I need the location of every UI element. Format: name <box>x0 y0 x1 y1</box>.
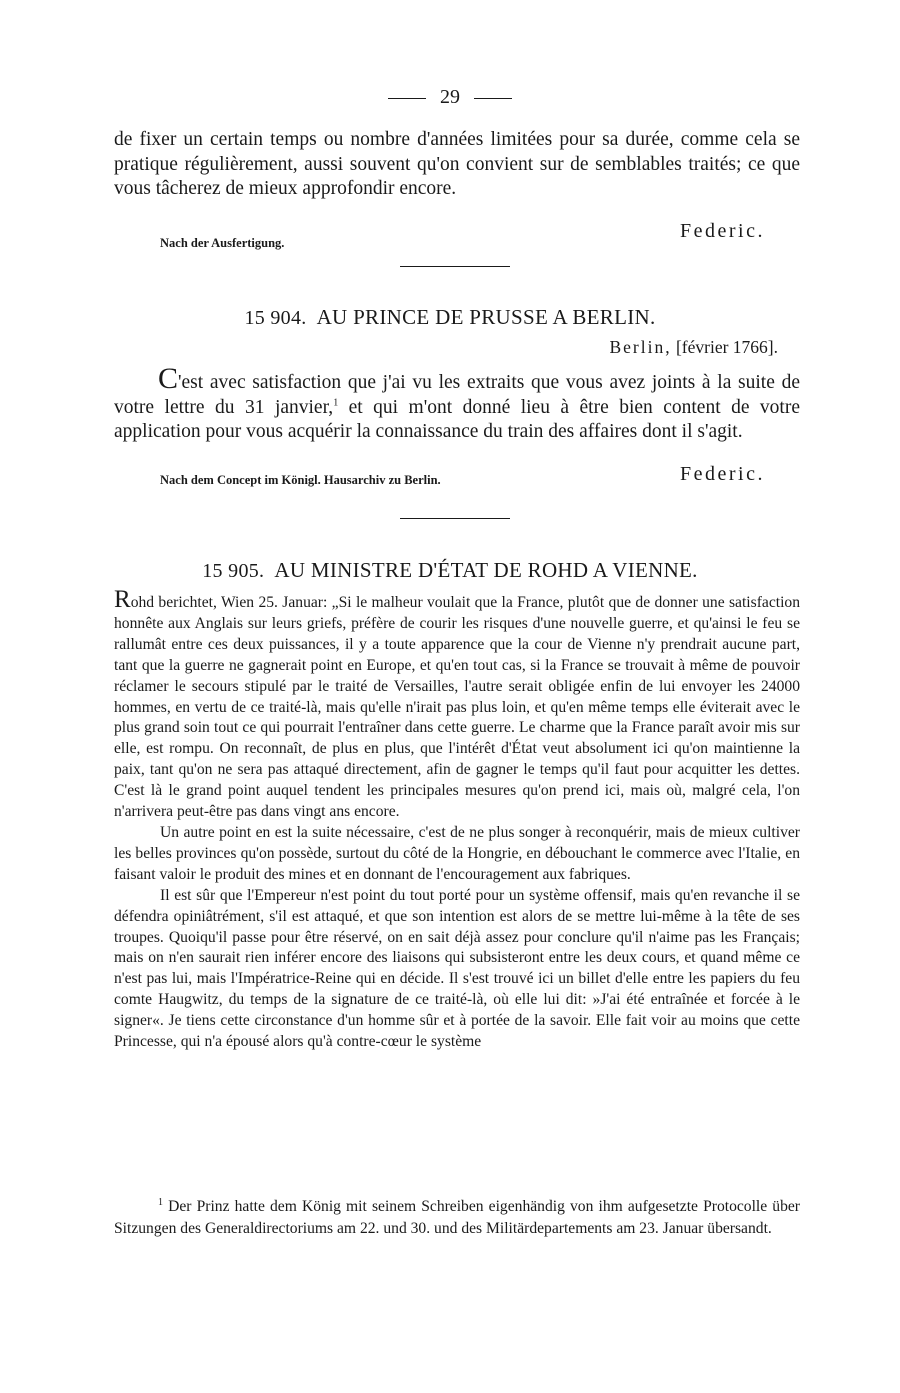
letter-15904-text <box>114 364 800 445</box>
letter-15904-dropcap: C <box>158 362 179 395</box>
continuation-signature: Federic. <box>680 220 765 242</box>
letter-15905-heading <box>0 558 900 583</box>
letter-15905-body <box>114 587 800 1053</box>
letter-15904-title: AU PRINCE DE PRUSSE A BERLIN. <box>316 305 656 329</box>
footnote-text <box>114 1196 800 1240</box>
letter-15904-number: 15 904. <box>244 307 307 329</box>
section-divider <box>400 518 510 519</box>
letter-15905-number: 15 905. <box>202 560 265 582</box>
section-divider <box>400 266 510 267</box>
letter-15904-date: [février 1766]. <box>675 337 778 357</box>
letter-15904-body <box>114 364 800 445</box>
letter-15905-paragraph-1 <box>114 587 800 823</box>
footnote-marker: 1 <box>158 1196 163 1208</box>
continuation-text: de fixer un certain temps ou nombre d'années limitées pour sa durée, comme cela se pratique régulièrement, aussi souvent qu'on convient sur de semblables traités; ce que vous tâcherez de mieux approfondir encore. <box>114 129 800 200</box>
footnote <box>114 1196 800 1240</box>
letter-15905-dropcap: R <box>114 586 131 613</box>
footnote-body: Der Prinz hatte dem König mit seinem Schreiben eigenhändig von ihm aufgesetzte Protocolle über Sitzungen des Generaldirectoriums am 22. und 30. und des Militärdepartements am 23. Januar übersandt. <box>114 1198 800 1237</box>
letter-15904-heading <box>0 305 900 330</box>
letter-15905-title: AU MINISTRE D'ÉTAT DE ROHD A VIENNE. <box>274 558 698 582</box>
letter-15905-paragraph-2: Un autre point en est la suite nécessaire, c'est de ne plus songer à reconquérir, mais de mieux cultiver les belles provinces qu'on possède, surtout du côté de la Hongrie, en débouchant le commerce avec l'Italie, en faisant valoir le produit des mines et en donnant de l'encouragement aux fabriques. <box>114 823 800 883</box>
letter-15904-signature: Federic. <box>680 463 765 485</box>
letter-15904-place: Berlin, <box>609 337 672 357</box>
page-header <box>0 86 900 109</box>
letter-15904-source: Nach dem Concept im Königl. Hausarchiv zu Berlin. <box>160 473 441 487</box>
footnote-ref: 1 <box>333 397 339 409</box>
continuation-source: Nach der Ausfertigung. <box>160 236 285 250</box>
header-dash-right <box>474 98 512 99</box>
letter-15904-text-b: et qui m'ont donné lieu à être bien content de votre application pour vous acquérir la connaissance du train des affaires dont il s'agit. <box>114 396 800 443</box>
letter-15905-paragraph-3: Il est sûr que l'Empereur n'est point du tout porté pour un système offensif, mais qu'en revanche il se défendra opiniâtrément, s'il est attaqué, et que son intention est alors de se mettre lui-même à la tête de ses troupes. Quoiqu'il passe pour être réservé, on en sait déjà assez pour conclure qu'il n'aime pas les Français; mais on n'en saurait rien inférer encore des liaisons qui subsisteront entre les deux cours, et quand même ce n'est pas lui, mais l'Impératrice-Reine qui en décide. Il s'est trouvé ici un billet d'elle entre les papiers du feu comte Haugwitz, du temps de la signature de ce traité-là, où elle lui dit: »J'ai été entraînée et forcée à le signer«. Je tiens cette circonstance d'un homme sûr et à portée de la savoir. Elle fait voir au moins que cette Princesse, qui n'a épousé alors qu'à contre-cœur le système <box>114 886 800 1051</box>
letter-15905-paragraph-1-text: ohd berichtet, Wien 25. Januar: „Si le malheur voulait que la France, plutôt que de donner une satisfaction honnête aux Anglais sur leurs griefs, préfère de courir les risques d'une nouvelle guerre, et qu'ainsi le feu se rallumât entre ces deux puissances, il y a toute apparence que la cour de Vienne n'y prendrait aucune part, tant que la guerre ne gagnerait point en Europe, et qu'en tout cas, si la France se trouvait à même de pouvoir réclamer le secours stipulé par le traité de Versailles, l'autre serait obligée enfin de lui envoyer les 24000 hommes, en vertu de ce traité-là, mais qu'elle n'irait pas plus loin, et qu'en même temps elle éviterait avec le plus grand soin tout ce qui pourrait l'entraîner dans cette guerre. Le charme que la France paraît avoir mis sur elle, est rompu. On reconnaît, de plus en plus, que l'intérêt d'État veut absolument ici qu'on maintienne la paix, tant qu'on ne sera pas attaqué directement, afin de gagner le temps qu'il faut pour acquitter les dettes. C'est là le grand point auquel tendent les principales mesures qu'on prend ici, mais où, malgré cela, l'on n'arrivera peut-être pas dans vingt ans encore. <box>114 594 800 821</box>
letter-15904-dateline <box>609 337 778 358</box>
letter-15904-text-a: 'est avec satisfaction que j'ai vu les extraits que vous avez joints à la suite de votre lettre du 31 janvier, <box>114 372 800 418</box>
header-dash-left <box>388 98 426 99</box>
continuation-block <box>114 128 800 202</box>
page-number: 29 <box>440 86 460 108</box>
